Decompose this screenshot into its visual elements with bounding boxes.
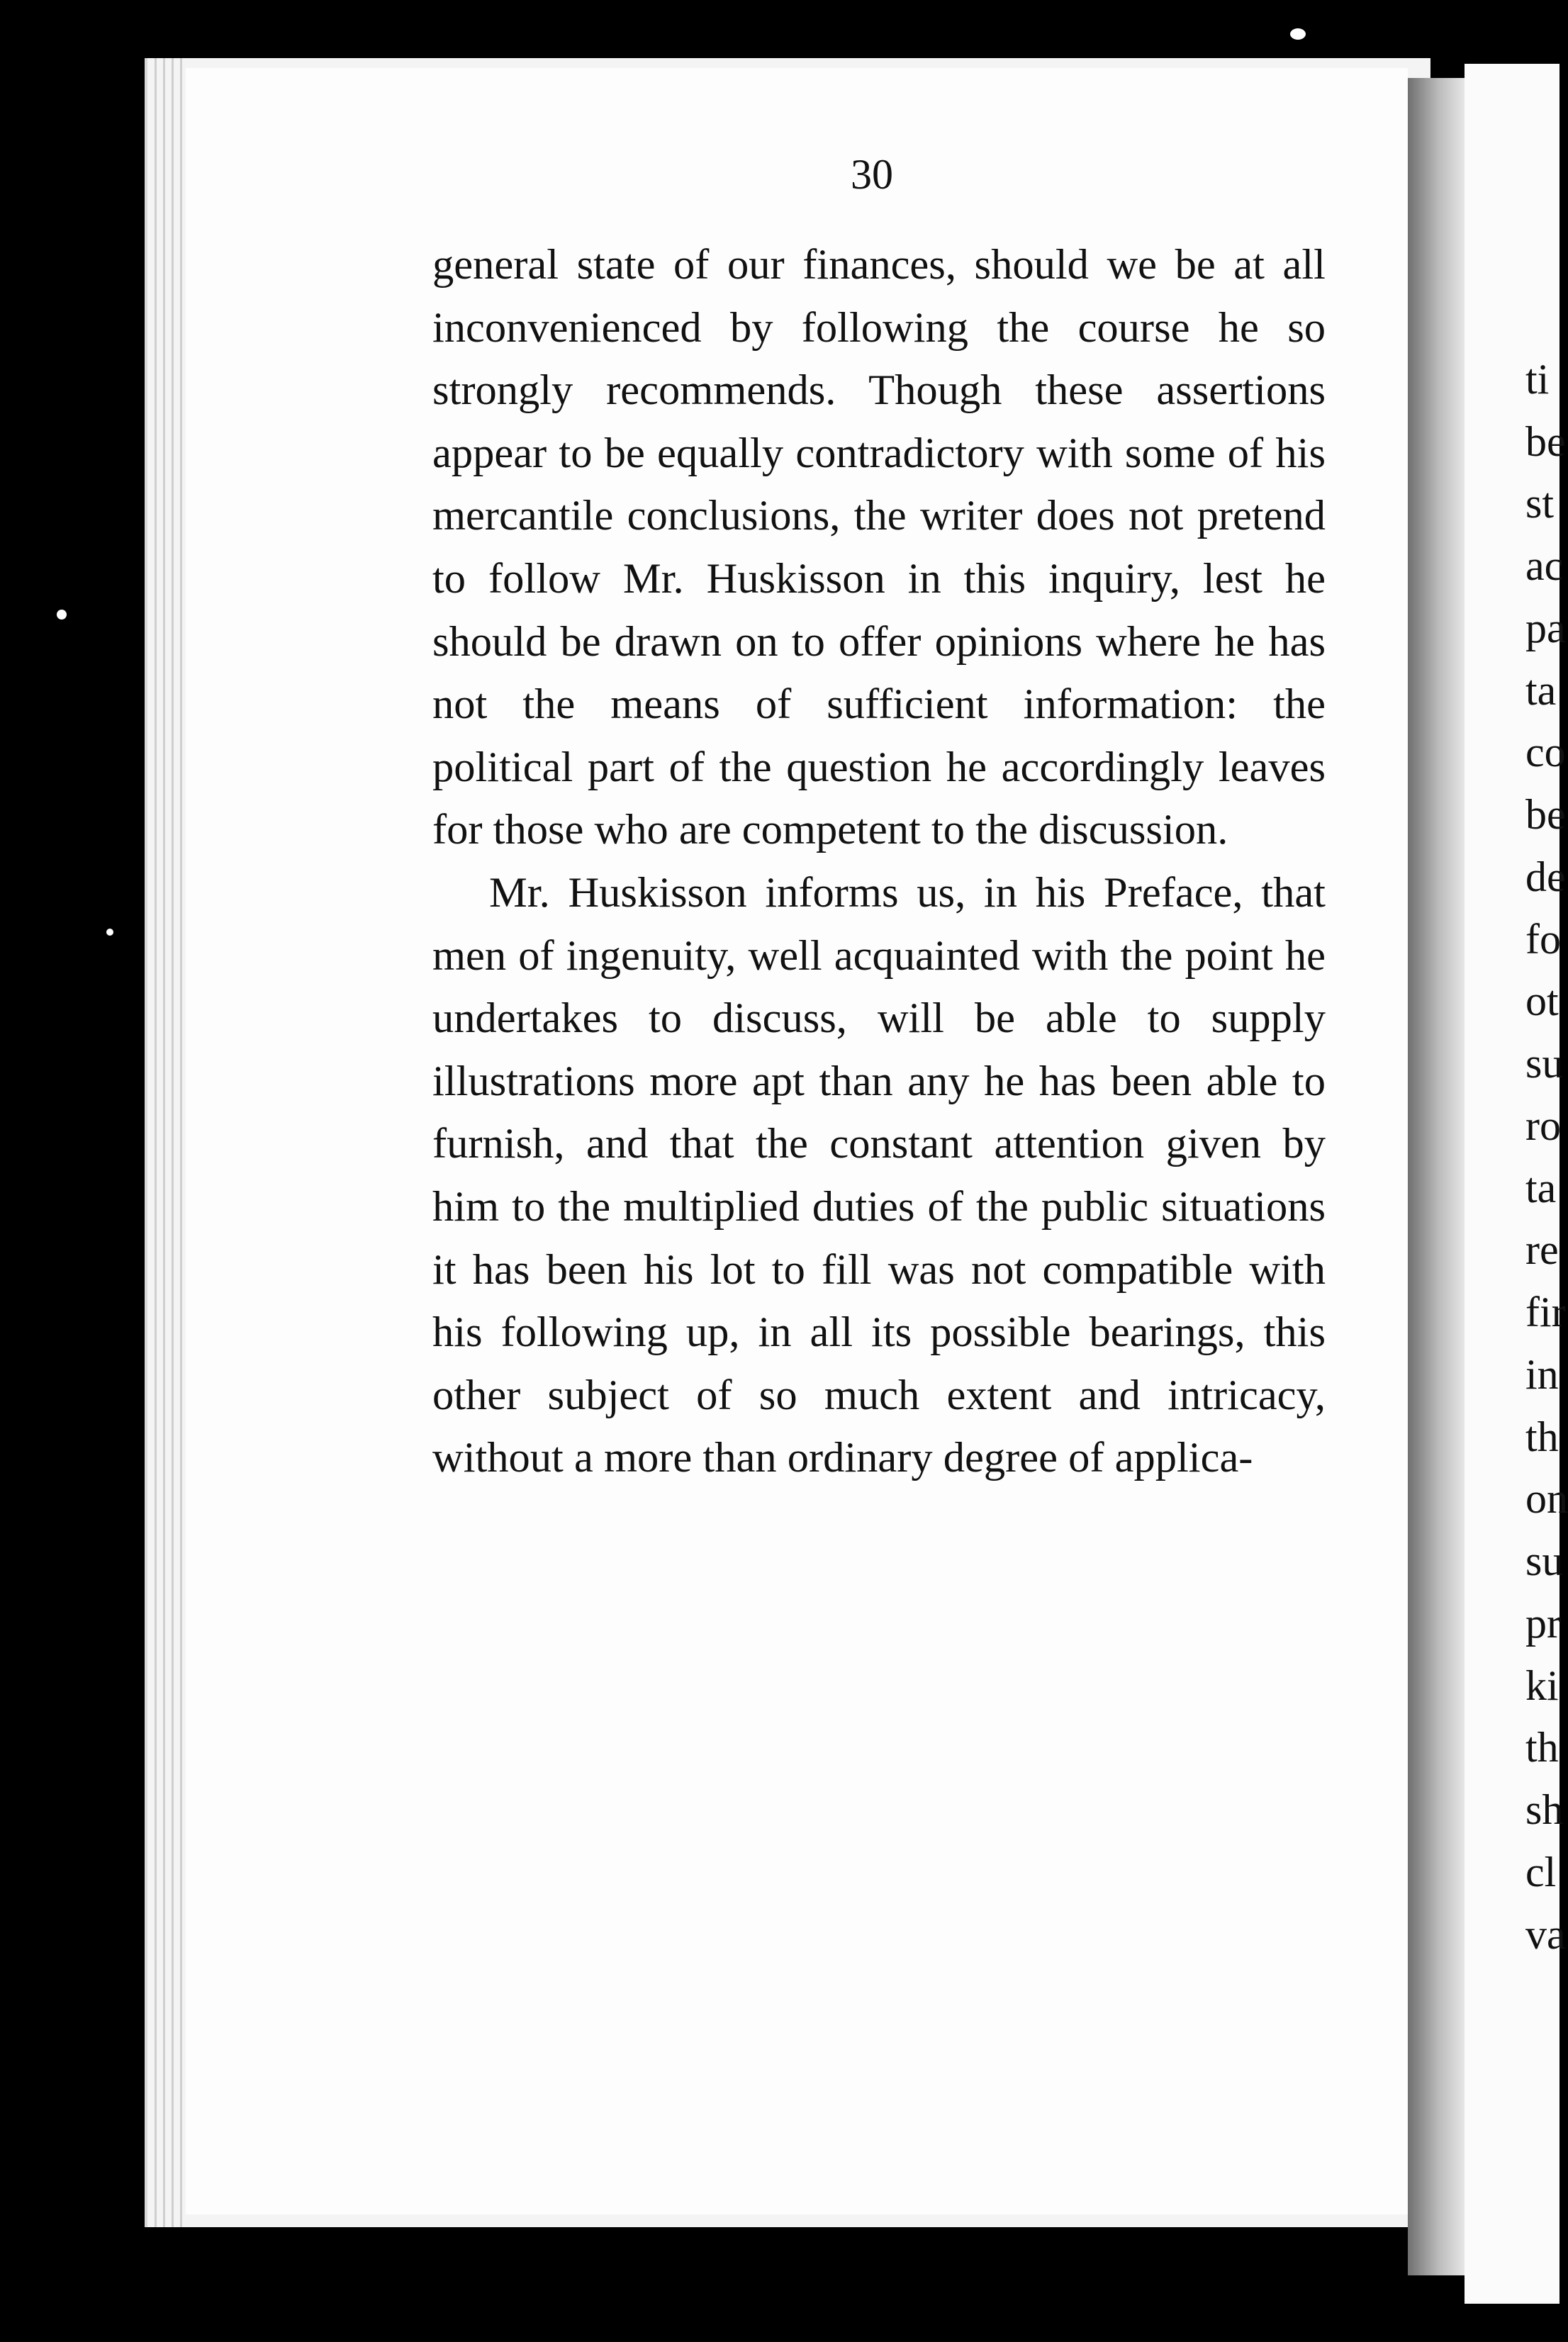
paragraph: Mr. Huskisson informs us, in his Preface, that men of ingenuity, well acquainted with the point he undertakes to discuss, will be able to supply illustrations more apt than any he has been able to furnish, and that the constant attention given by him to the multiplied duties of the public situations it has been his lot to fill was not compatible with his following up, in all its possible bearings, this other subject of so much extent and intricacy, without a more than ordinary degree of applica- (432, 868, 1326, 1482)
facing-page-fragment: ti (1525, 356, 1550, 403)
facing-page-fragment: su (1525, 1537, 1564, 1584)
facing-page-fragment: be (1525, 791, 1566, 838)
page-edge (155, 58, 157, 2227)
facing-page-fragment: ta (1525, 667, 1557, 714)
facing-page-fragment: ro (1525, 1102, 1561, 1149)
facing-page-fragment: pa (1525, 605, 1566, 651)
facing-page-fragment: de (1525, 853, 1566, 900)
facing-page-fragment: be (1525, 418, 1566, 465)
facing-page-fragment: fo (1525, 916, 1561, 963)
facing-page-fragment: ki (1525, 1662, 1559, 1709)
facing-page-fragment: re (1525, 1226, 1559, 1273)
scan-speck (57, 610, 67, 620)
book-gutter-shadow (1408, 78, 1465, 2275)
facing-page-fragment: in (1525, 1351, 1559, 1398)
facing-page-fragment: cl (1525, 1849, 1557, 1895)
facing-page-fragment: ac (1525, 542, 1564, 589)
page-edge (180, 58, 182, 2227)
page-edge (172, 58, 174, 2227)
paragraph: general state of our finances, should we be at all inconvenienced by following the course he so strongly recommends. Though these assertions appear to be equally contradictory with some of his mercantile conclusions, the writer does not pretend to follow Mr. Huskisson in this inquiry, lest he should be drawn on to offer opinions where he has not the means of sufficient information: the political part of the question he accordingly leaves for those who are competent to the discussion. (432, 241, 1326, 854)
facing-page-fragment: th (1525, 1724, 1559, 1771)
facing-page-fragment: ta (1525, 1165, 1557, 1211)
facing-page-fragment: ot (1525, 977, 1559, 1024)
facing-page-fragment: fir (1525, 1289, 1566, 1335)
scan-speck (106, 929, 113, 936)
facing-page (1465, 64, 1568, 2304)
facing-page-fragment: su (1525, 1040, 1564, 1087)
scan-speck (1290, 28, 1306, 40)
facing-page-fragment: sh (1525, 1786, 1564, 1833)
facing-page-fragment: pr (1525, 1600, 1561, 1647)
facing-page-fragment: st (1525, 480, 1555, 527)
facing-page-fragment: on (1525, 1475, 1568, 1522)
facing-page-fragment: va (1525, 1911, 1566, 1958)
body-text (432, 234, 1326, 1490)
facing-page-fragment: co (1525, 729, 1566, 775)
page-number: 30 (851, 151, 893, 198)
facing-page-fragment: th (1525, 1413, 1559, 1460)
page-edge (163, 58, 165, 2227)
